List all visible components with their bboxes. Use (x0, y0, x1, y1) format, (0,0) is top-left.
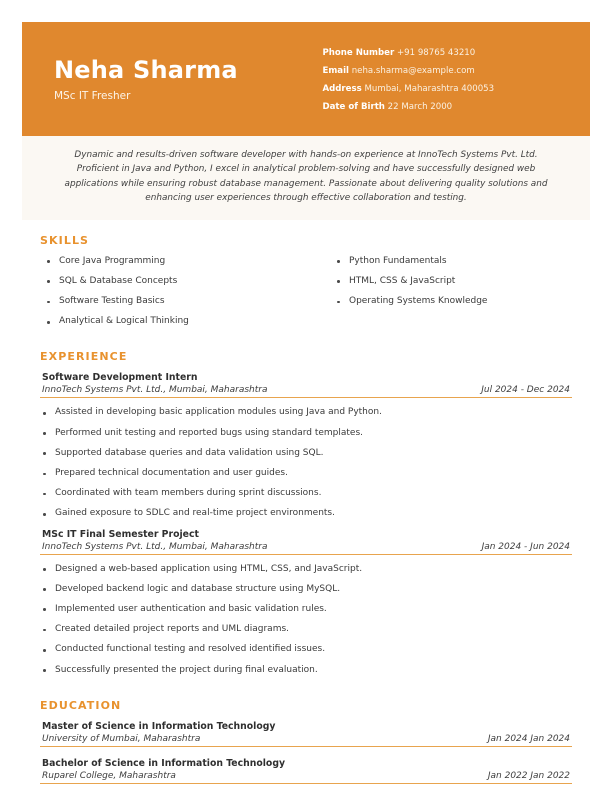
list-item: Gained exposure to SDLC and real-time project environments. (40, 508, 572, 520)
header-identity (44, 57, 316, 103)
entry-title: Master of Science in Information Technology (42, 720, 276, 732)
contact-address-value: Mumbai, Maharashtra 400053 (364, 83, 495, 94)
list-item: Implemented user authentication and basic validation rules. (40, 604, 572, 616)
list-item: Analytical & Logical Thinking (44, 316, 308, 328)
contact-phone-label: Phone Number (322, 47, 395, 58)
entry-meta (40, 771, 572, 784)
contact-dob (322, 101, 568, 113)
list-item: Designed a web-based application using HTML, CSS, and JavaScript. (40, 564, 572, 576)
contact-dob-label: Date of Birth (322, 101, 385, 112)
contact-address (322, 83, 568, 95)
entry-bullet-list (40, 564, 572, 677)
entry-date: Jan 2024 Jan 2024 (487, 733, 570, 744)
skills-heading: SKILLS (40, 233, 90, 247)
contact-email-label: Email (322, 65, 349, 76)
section-experience (40, 336, 572, 676)
list-item: Created detailed project reports and UML diagrams. (40, 624, 572, 636)
experience-entry (40, 372, 572, 520)
skills-list-left (44, 256, 308, 328)
list-item: SQL & Database Concepts (44, 276, 308, 288)
resume-body (22, 220, 590, 784)
entry-title: Software Development Intern (42, 372, 198, 384)
section-skills (40, 220, 572, 337)
entry-organization: Ruparel College, Maharashtra (42, 770, 176, 781)
list-item: Performed unit testing and reported bugs using standard templates. (40, 428, 572, 440)
entry-title: MSc IT Final Semester Project (42, 528, 199, 540)
education-entry (40, 721, 572, 747)
experience-entry (40, 529, 572, 677)
resume-sheet (22, 22, 590, 793)
list-item: Successfully presented the project during final evaluation. (40, 665, 572, 677)
contact-phone (322, 47, 568, 59)
list-item: Supported database queries and data validation using SQL. (40, 448, 572, 460)
contact-dob-value: 22 March 2000 (387, 101, 453, 112)
list-item: Conducted functional testing and resolved identified issues. (40, 644, 572, 656)
list-item: Coordinated with team members during sprint discussions. (40, 488, 572, 500)
entry-date: Jul 2024 - Dec 2024 (481, 385, 570, 396)
list-item: Assisted in developing basic application modules using Java and Python. (40, 407, 572, 419)
list-item: Python Fundamentals (334, 256, 572, 268)
entry-date: Jan 2022 Jan 2022 (487, 770, 570, 781)
resume-header (22, 22, 590, 136)
candidate-role: MSc IT Fresher (54, 90, 131, 103)
skills-columns (40, 256, 572, 337)
entry-organization: InnoTech Systems Pvt. Ltd., Mumbai, Maharashtra (42, 385, 268, 396)
list-item: HTML, CSS & JavaScript (334, 276, 572, 288)
list-item: Operating Systems Knowledge (334, 296, 572, 308)
skills-column-left (44, 256, 308, 337)
entry-bullet-list (40, 407, 572, 520)
contact-phone-value: +91 98765 43210 (396, 47, 476, 58)
entry-date: Jan 2024 - Jun 2024 (481, 541, 570, 552)
section-education (40, 685, 572, 784)
contact-email-value: neha.sharma@example.com (351, 65, 475, 76)
entry-meta (40, 385, 572, 398)
entry-meta (40, 542, 572, 555)
contact-address-label: Address (322, 83, 362, 94)
contact-email (322, 65, 568, 77)
summary-band (22, 136, 590, 220)
contact-details (316, 47, 568, 113)
education-heading: EDUCATION (40, 698, 122, 712)
candidate-name: Neha Sharma (54, 56, 238, 84)
entry-organization: InnoTech Systems Pvt. Ltd., Mumbai, Maharashtra (42, 541, 268, 552)
entry-meta (40, 734, 572, 747)
summary-text: Dynamic and results-driven software developer with hands-on experience at InnoTech Systems Pvt. Ltd. Proficient in Java and Python, I excel in analytical problem-solving and have successfully designed web applications while ensuring robust database management. Passionate about delivering quality solutions and enhancing user experiences through effective collaboration and testing. (64, 150, 548, 204)
skills-list-right (334, 256, 572, 308)
list-item: Software Testing Basics (44, 296, 308, 308)
list-item: Prepared technical documentation and user guides. (40, 468, 572, 480)
education-entry (40, 758, 572, 784)
entry-organization: University of Mumbai, Maharashtra (42, 733, 201, 744)
entry-title: Bachelor of Science in Information Technology (42, 757, 286, 769)
skills-column-right (308, 256, 572, 337)
experience-heading: EXPERIENCE (40, 350, 128, 364)
list-item: Developed backend logic and database structure using MySQL. (40, 584, 572, 596)
list-item: Core Java Programming (44, 256, 308, 268)
